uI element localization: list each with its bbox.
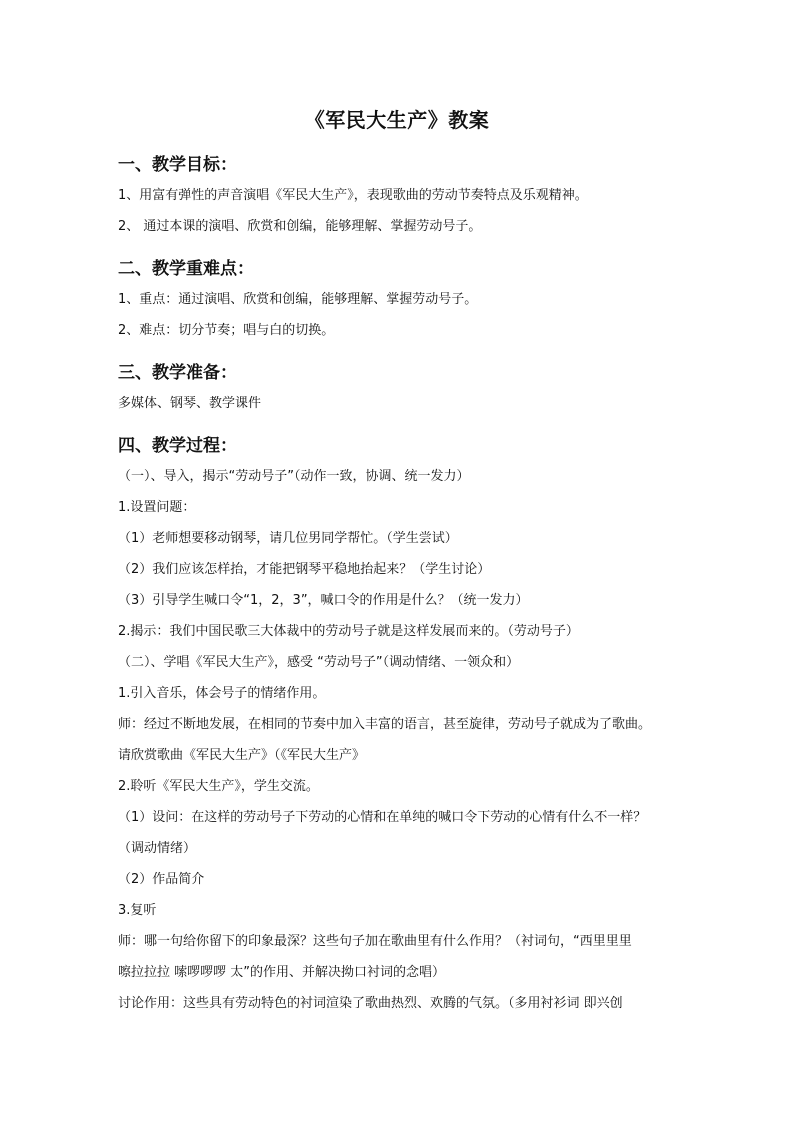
process-line-12: （1）设问：在这样的劳动号子下劳动的心情和在单纯的喊口令下劳动的心情有什么不一样？ [118,810,647,825]
process-line-7: （二）、学唱《军民大生产》，感受 “劳动号子”（调动情绪、一领众和） [118,655,520,670]
objective-line-1: 1、用富有弹性的声音演唱《军民大生产》，表现歌曲的劳动节奏特点及乐观精神。 [118,188,588,203]
process-line-6: 2.揭示：我们中国民歌三大体裁中的劳动号子就是这样发展而来的。（劳动号子） [118,624,579,639]
process-line-10: 请欣赏歌曲《军民大生产》（《军民大生产》 [118,748,366,763]
process-line-2: 1.设置问题： [118,500,196,515]
section-heading-process: 四、教学过程： [118,436,237,456]
process-line-5: （3）引导学生喊口令“1，2，3”，喊口令的作用是什么？（统一发力） [118,593,529,608]
process-line-18: 讨论作用：这些具有劳动特色的衬词渲染了歌曲热烈、欢腾的气氛。（多用衬衫词 即兴创 [118,996,623,1011]
process-line-11: 2.聆听《军民大生产》，学生交流。 [118,779,319,794]
section-heading-objectives: 一、教学目标： [118,155,237,175]
key-point-line-1: 1、重点：通过演唱、欣赏和创编，能够理解、掌握劳动号子。 [118,292,478,307]
process-line-14: （2）作品简介 [118,872,205,887]
process-line-8: 1.引入音乐，体会号子的情绪作用。 [118,686,326,701]
process-line-15: 3.复听 [118,903,157,918]
process-line-1: （一）、导入，揭示“劳动号子”（动作一致，协调、统一发力） [118,469,470,484]
section-heading-key-points: 二、教学重难点： [118,259,254,279]
process-line-3: （1）老师想要移动钢琴，请几位男同学帮忙。（学生尝试） [118,531,458,546]
process-line-17: 嚓拉拉拉 嗦啰啰啰 太”的作用、并解决拗口衬词的念唱） [118,965,445,980]
preparation-line-1: 多媒体、钢琴、教学课件 [118,396,262,411]
process-line-9: 师：经过不断地发展，在相同的节奏中加入丰富的语言，甚至旋律，劳动号子就成为了歌曲。 [118,717,652,732]
process-line-4: （2）我们应该怎样抬，才能把钢琴平稳地抬起来？（学生讨论） [118,562,491,577]
process-line-13: （调动情绪） [118,841,197,856]
key-point-line-2: 2、难点：切分节奏；唱与白的切换。 [118,323,335,338]
section-heading-preparation: 三、教学准备： [118,363,237,383]
document-title: 《军民大生产》教案 [304,108,490,132]
process-line-16: 师：哪一句给你留下的印象最深？这些句子加在歌曲里有什么作用？（衬词句，“西里里里 [118,934,632,949]
objective-line-2: 2、 通过本课的演唱、欣赏和创编，能够理解、掌握劳动号子。 [118,219,482,234]
